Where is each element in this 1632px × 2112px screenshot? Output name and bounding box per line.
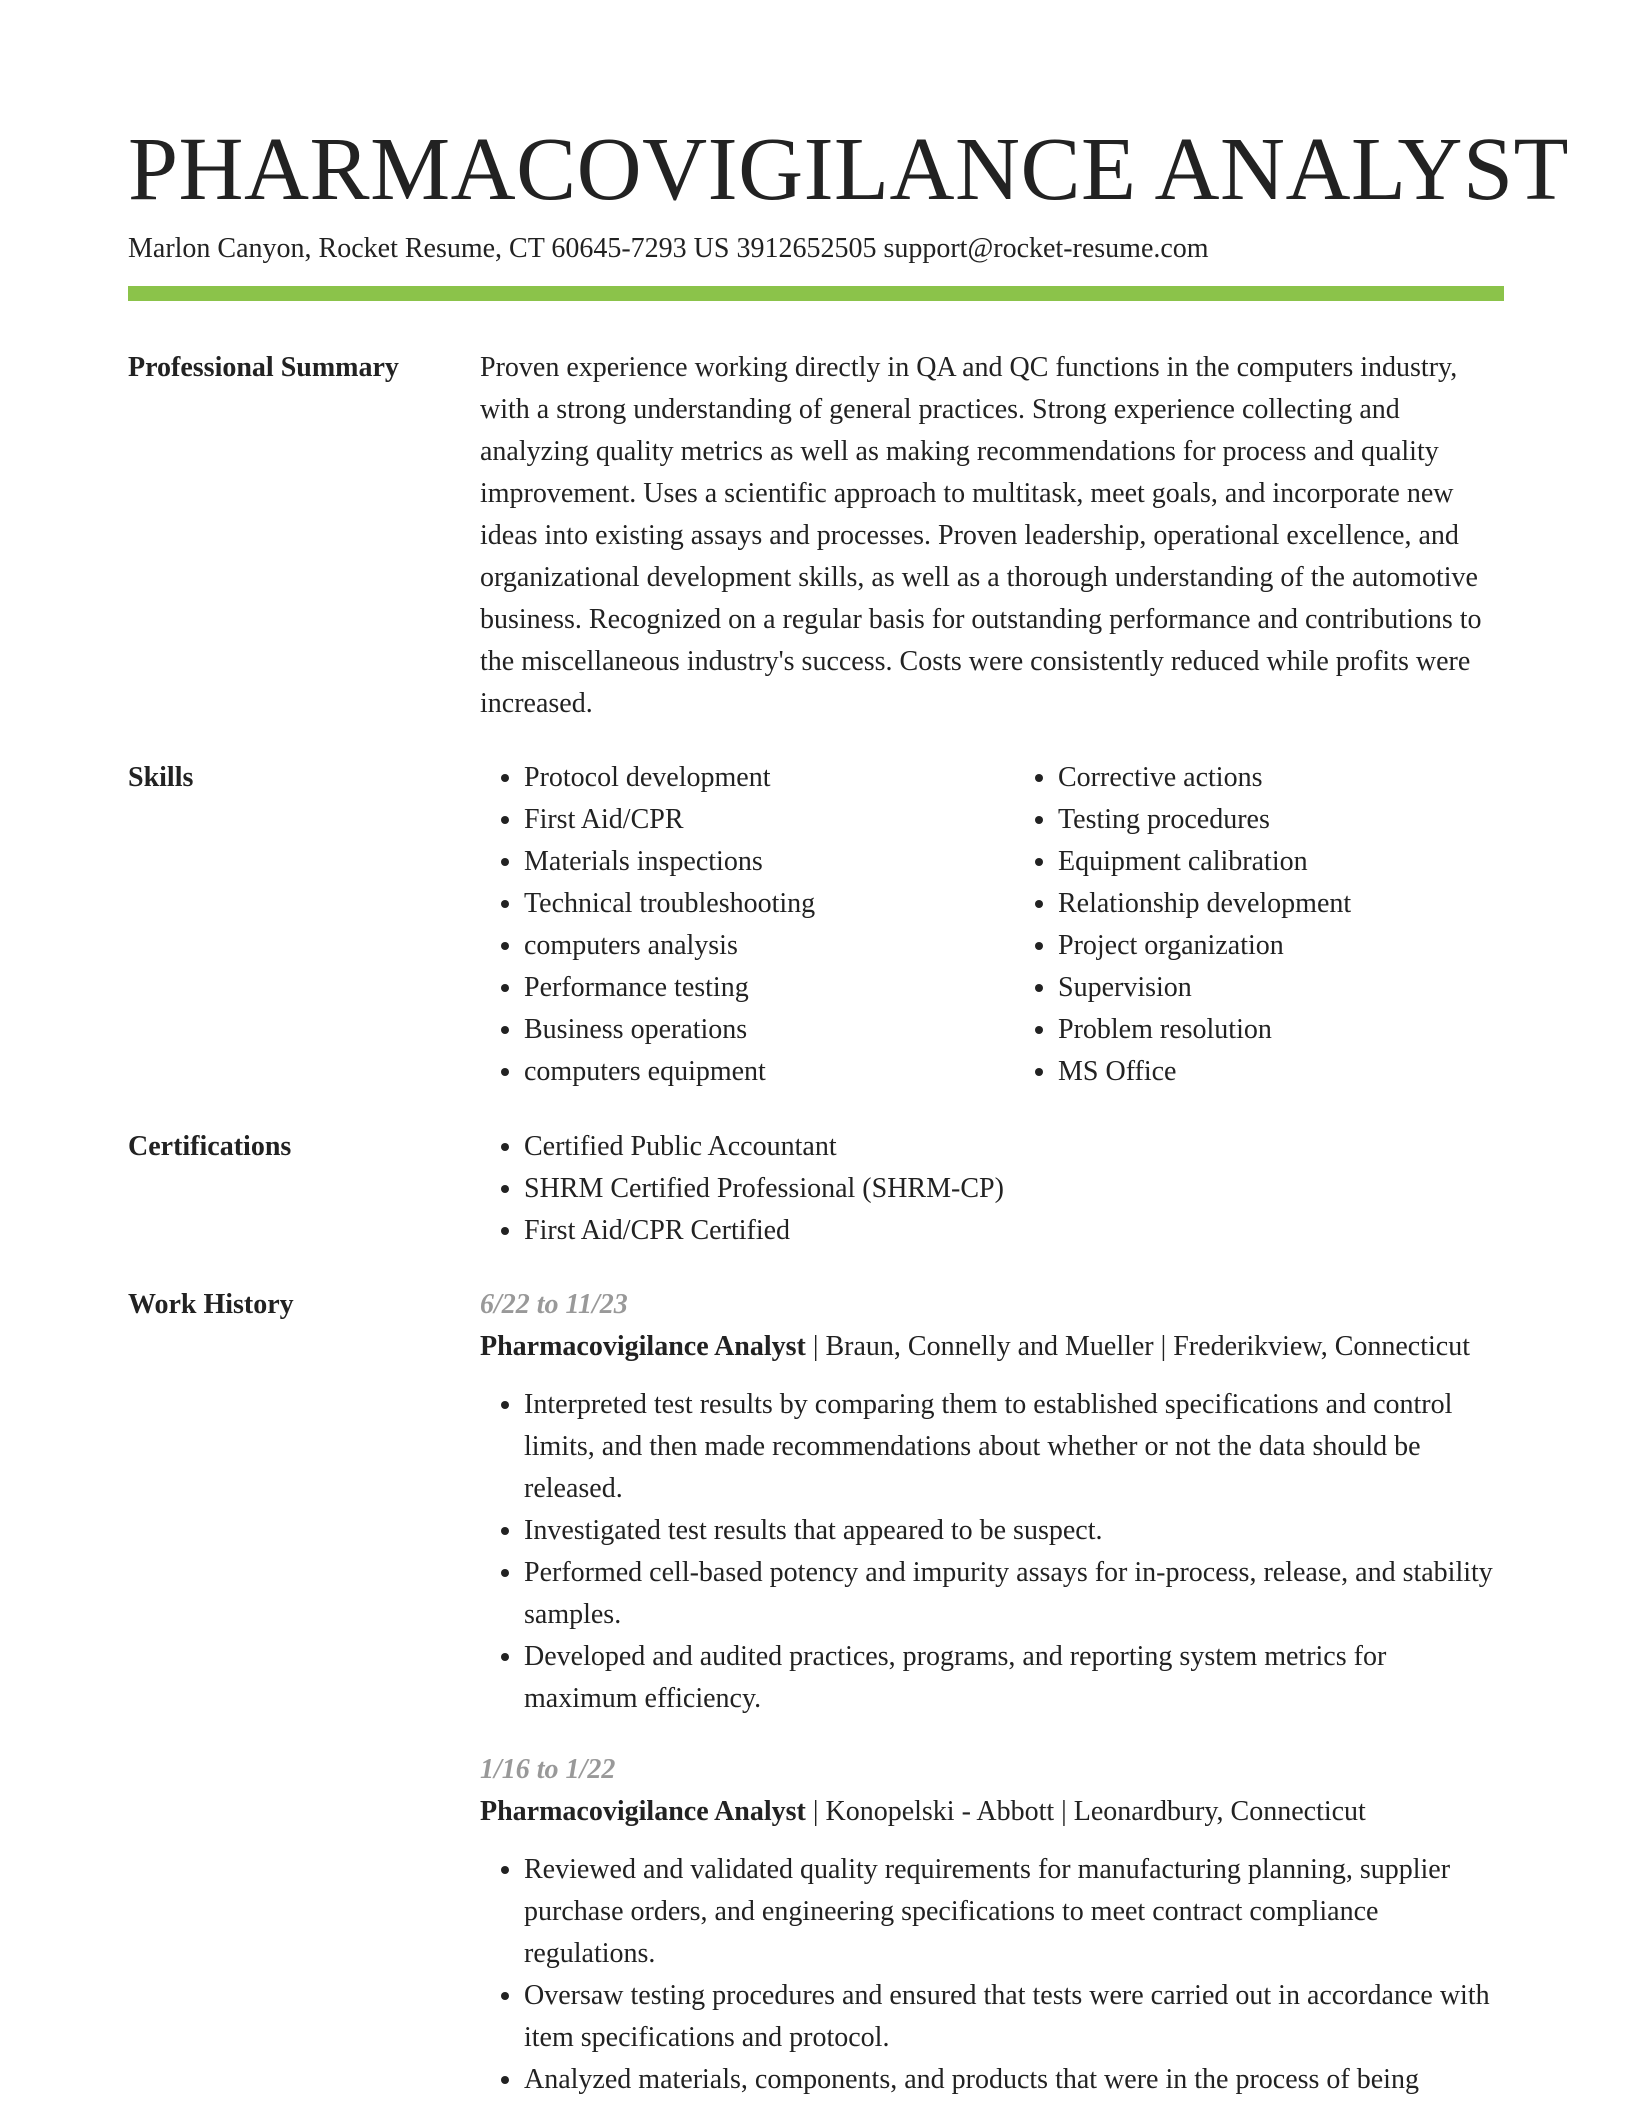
job-bullet: • Developed and audited practices, programs, and reporting system metrics for maximum efficiency. xyxy=(524,1636,1504,1720)
job-bullet: • Performed cell-based potency and impurity assays for in-process, release, and stability samples. xyxy=(524,1552,1504,1636)
job-bullet: • Reviewed and validated quality requirements for manufacturing planning, supplier purchase orders, and engineering specifications to meet contract compliance regulations. xyxy=(524,1849,1504,1975)
summary-body xyxy=(480,347,1504,725)
job-title: Pharmacovigilance Analyst xyxy=(480,1796,806,1827)
skill-item: • Business operations xyxy=(524,1009,970,1051)
skill-item: • Testing procedures xyxy=(1058,799,1504,841)
summary-heading: Professional Summary xyxy=(128,352,399,383)
skill-item: • computers equipment xyxy=(524,1051,970,1093)
job-employer-location: | Braun, Connelly and Mueller | Frederikview, Connecticut xyxy=(805,1331,1470,1362)
job-bullet: • Investigated test results that appeared to be suspect. xyxy=(524,1510,1504,1552)
skill-item: • Relationship development xyxy=(1058,883,1504,925)
skill-item: • Performance testing xyxy=(524,967,970,1009)
skills-list-right xyxy=(1014,757,1504,1093)
contact-address: Marlon Canyon, Rocket Resume, CT 60645-7293 US xyxy=(128,233,730,264)
job-bullet: • Oversaw testing procedures and ensured that tests were carried out in accordance with item specifications and protocol. xyxy=(524,1975,1504,2059)
skill-item: • Project organization xyxy=(1058,925,1504,967)
certification-item: • Certified Public Accountant xyxy=(524,1126,1504,1168)
job-bullets xyxy=(480,1384,1504,1720)
certifications-body xyxy=(480,1126,1504,1252)
job-title: Pharmacovigilance Analyst xyxy=(480,1331,806,1362)
job-bullet: • Interpreted test results by comparing them to established specifications and control limits, and then made recommendations about whether or not the data should be released. xyxy=(524,1384,1504,1510)
skills-heading: Skills xyxy=(128,762,194,793)
job-bullet: • Analyzed materials, components, and products that were in the process of being xyxy=(524,2059,1504,2101)
skill-item: • Protocol development xyxy=(524,757,970,799)
summary-text: Proven experience working directly in QA and QC functions in the computers industry, with a strong understanding of general practices. Strong experience collecting and analyzing quality metrics as well as making recommendations for process and quality improvement. Uses a scientific approach to multitask, meet goals, and incorporate new ideas into existing assays and processes. Proven leadership, operational excellence, and organizational development skills, as well as a thorough understanding of the automotive business. Recognized on a regular basis for outstanding performance and contributions to the miscellaneous industry's success. Costs were consistently reduced while profits were increased. xyxy=(480,352,1482,719)
skill-item: • Equipment calibration xyxy=(1058,841,1504,883)
contact-line xyxy=(128,231,1209,267)
skill-item: • Materials inspections xyxy=(524,841,970,883)
skill-item: • Technical troubleshooting xyxy=(524,883,970,925)
job-bullets xyxy=(480,1849,1504,2101)
job-dates: 6/22 to 11/23 xyxy=(480,1289,628,1320)
contact-phone: 3912652505 xyxy=(736,233,877,264)
resume-title: PHARMACOVIGILANCE ANALYST xyxy=(128,120,1570,219)
job-employer-location: | Konopelski - Abbott | Leonardbury, Connecticut xyxy=(805,1796,1366,1827)
job-entry xyxy=(480,1284,1504,1720)
certification-item: • SHRM Certified Professional (SHRM-CP) xyxy=(524,1168,1504,1210)
contact-email[interactable]: support@rocket-resume.com xyxy=(883,233,1209,264)
skill-item: • Corrective actions xyxy=(1058,757,1504,799)
certifications-list xyxy=(480,1126,1504,1252)
work-history-heading: Work History xyxy=(128,1289,294,1320)
accent-divider xyxy=(128,286,1504,301)
skill-item: • computers analysis xyxy=(524,925,970,967)
skills-body xyxy=(480,757,1504,1093)
job-dates: 1/16 to 1/22 xyxy=(480,1754,616,1785)
job-header xyxy=(480,1791,1504,1833)
skill-item: • Supervision xyxy=(1058,967,1504,1009)
job-header xyxy=(480,1326,1504,1368)
skill-item: • First Aid/CPR xyxy=(524,799,970,841)
job-entry xyxy=(480,1749,1504,2101)
skills-list-left xyxy=(480,757,970,1093)
work-history-body xyxy=(480,1284,1504,2101)
skill-item: • MS Office xyxy=(1058,1051,1504,1093)
skill-item: • Problem resolution xyxy=(1058,1009,1504,1051)
certifications-heading: Certifications xyxy=(128,1131,292,1162)
certification-item: • First Aid/CPR Certified xyxy=(524,1210,1504,1252)
